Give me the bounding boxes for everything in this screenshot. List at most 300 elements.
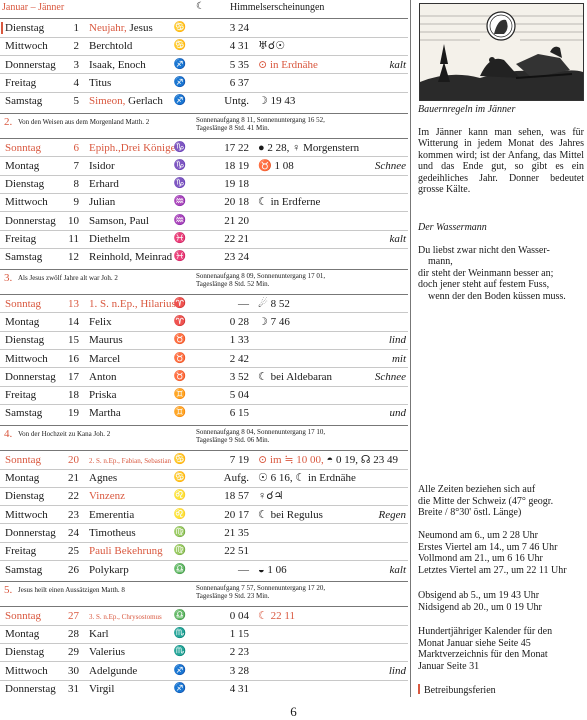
- name-text: Reinhold, Meinrad: [89, 251, 173, 264]
- event-text: ♉ 1 08: [258, 159, 294, 172]
- day-number: 17: [68, 370, 79, 383]
- saint-name: [89, 469, 117, 487]
- event-text: ☽ 7 46: [258, 315, 290, 328]
- zodiac-sign-icon: ♑: [173, 141, 187, 153]
- zodiac-sign-icon: ♈: [173, 297, 187, 309]
- weekday: Donnerstag: [5, 58, 56, 71]
- zodiac-sign-icon: ♋: [173, 22, 187, 33]
- zodiac-sign-icon: ♉: [173, 352, 187, 364]
- moon-phases: [418, 530, 584, 576]
- weekday: Mittwoch: [5, 40, 48, 53]
- weekday: Donnerstag: [5, 526, 56, 539]
- saint-name: [89, 524, 136, 542]
- day-row: [0, 74, 410, 92]
- moon-time: 21 20: [224, 214, 249, 227]
- zodiac-section: [418, 222, 584, 302]
- reference-line: Marktverzeichnis für den Monat: [418, 649, 548, 660]
- weekday: Sonntag: [5, 141, 42, 154]
- day-row: [0, 386, 410, 404]
- references: [418, 626, 584, 672]
- name-text: Isidor: [89, 159, 115, 172]
- legend: [418, 684, 584, 697]
- sunrise-info: [196, 584, 325, 600]
- zodiac-sign-icon: ♏: [173, 628, 187, 640]
- name-text: Samson, Paul: [89, 214, 149, 227]
- moon-time: 6 15: [229, 407, 249, 420]
- zodiac-sign-icon: ♐: [173, 683, 187, 694]
- sunrise-line: Sonnenaufgang 8 04, Sonnenuntergang 17 10,: [196, 427, 326, 436]
- saint-name: [89, 662, 137, 680]
- weekday: Freitag: [5, 76, 37, 89]
- week-number: 3.: [4, 271, 13, 284]
- saint-name: [89, 625, 109, 643]
- weekday: Mittwoch: [5, 352, 48, 365]
- celestial-event: [258, 56, 318, 74]
- event-text: ♅☌☉: [258, 40, 286, 53]
- gospel-text: Als Jesus zwölf Jahre alt war Joh. 2: [18, 273, 118, 282]
- day-number: 10: [68, 214, 79, 227]
- event-text: ☾ bei Regulus: [258, 508, 323, 521]
- celestial-event: [258, 139, 359, 157]
- event-highlight: ☾ 22 11: [258, 609, 295, 622]
- celestial-event: [258, 313, 290, 331]
- saint-name: [89, 368, 117, 386]
- moon-time: 23 24: [224, 251, 249, 264]
- weekday: Mittwoch: [5, 196, 48, 209]
- saint-name: [89, 487, 125, 505]
- reference-line: Januar Seite 31: [418, 660, 480, 672]
- feast-name: Pauli Bekehrung: [89, 545, 163, 558]
- day-row: [0, 451, 410, 469]
- week-number: 4.: [4, 427, 13, 440]
- moon-phase-line: Vollmond am 21., um 6 16 Uhr: [418, 553, 543, 564]
- name-text: Julian: [89, 196, 116, 209]
- sunrise-line: Tageslänge 8 Std. 52 Min.: [196, 279, 270, 288]
- saint-name: [89, 451, 171, 470]
- saint-name: [89, 404, 121, 422]
- node-line: Nidsigend ab 20., um 0 19 Uhr: [418, 601, 542, 613]
- weather-word: kalt: [389, 563, 406, 576]
- zodiac-sign-icon: ♓: [173, 233, 187, 244]
- name-text: Jesus: [126, 22, 153, 34]
- day-row: [0, 139, 410, 157]
- day-row: [0, 157, 410, 175]
- saint-name: [89, 19, 153, 37]
- moon-phase-line: Letztes Viertel am 27., um 22 11 Uhr: [418, 564, 567, 576]
- celestial-event: [258, 157, 294, 175]
- day-row: [0, 506, 410, 524]
- weekday: Freitag: [5, 233, 37, 245]
- celestial-event: [258, 451, 398, 469]
- weekday: Freitag: [5, 389, 37, 402]
- day-number: 24: [68, 526, 79, 539]
- day-row: [0, 248, 410, 266]
- moon-phase-line: Erstes Viertel am 14., um 7 46 Uhr: [418, 541, 558, 553]
- moon-time: 1 33: [229, 334, 249, 347]
- weekday: Samstag: [5, 407, 43, 420]
- weekday: Dienstag: [5, 646, 45, 659]
- moon-time: Aufg.: [223, 472, 249, 484]
- moon-time: 20 18: [224, 196, 249, 209]
- day-number: 30: [68, 664, 79, 677]
- name-text: Polykarp: [89, 563, 129, 576]
- moon-time: Untg.: [224, 95, 249, 108]
- celestial-event: [258, 368, 332, 386]
- day-row: [0, 680, 410, 698]
- day-number: 16: [68, 352, 79, 365]
- saint-name: [89, 37, 132, 55]
- day-number: 4: [73, 76, 79, 89]
- saint-name: [89, 139, 175, 157]
- sunrise-line: Tageslänge 9 Std. 23 Min.: [196, 591, 270, 600]
- moon-time: —: [238, 563, 249, 576]
- name-text: Isaak, Enoch: [89, 58, 146, 71]
- legend-text: Betreibungsferien: [424, 685, 496, 696]
- moon-time: 19 18: [224, 178, 249, 191]
- day-number: 7: [73, 159, 79, 172]
- day-row: [0, 662, 410, 680]
- zodiac-sign-icon: ♑: [173, 178, 187, 190]
- moon-time: 4 31: [229, 683, 249, 695]
- celestial-event: [258, 487, 284, 505]
- day-number: 13: [68, 297, 79, 310]
- gospel-text: Von der Hochzeit zu Kana Joh. 2: [18, 429, 111, 438]
- saint-name: [89, 74, 111, 92]
- day-number: 5: [73, 95, 79, 108]
- zodiac-sign-icon: ♎: [173, 609, 187, 621]
- name-text: Timotheus: [89, 526, 136, 539]
- saint-name: [89, 230, 130, 248]
- event-text: ● 2 28, ♀ Morgenstern: [258, 141, 360, 154]
- day-row: [0, 331, 410, 349]
- day-row: [0, 350, 410, 368]
- weather-word: Regen: [378, 508, 406, 521]
- saint-name: [89, 542, 163, 560]
- moon-time: —: [238, 297, 249, 310]
- name-text: Berchtold: [89, 40, 133, 53]
- day-number: 15: [68, 334, 79, 347]
- event-text: ☾ bei Aldebaran: [258, 370, 333, 383]
- sunrise-info: [196, 272, 325, 288]
- celestial-event: [258, 92, 295, 110]
- saint-name: [89, 680, 114, 698]
- zodiac-sign-icon: ♍: [173, 545, 187, 557]
- day-row: [0, 643, 410, 661]
- saint-name: [89, 386, 117, 404]
- moon-time: 3 24: [229, 22, 249, 34]
- moon-time: 3 52: [229, 370, 249, 383]
- day-row: [0, 404, 410, 422]
- moon-time: 5 04: [229, 389, 249, 402]
- name-text: Emerentia: [89, 508, 135, 521]
- moon-time: 4 31: [229, 40, 249, 53]
- day-row: [0, 56, 410, 74]
- weekday: Samstag: [5, 251, 43, 264]
- reference-line: Monat Januar siehe Seite 45: [418, 637, 531, 649]
- weekday: Donnerstag: [5, 683, 56, 695]
- name-text: Fabian, Sebastian: [119, 456, 172, 465]
- day-row: [0, 561, 410, 579]
- moon-time: 3 28: [229, 664, 249, 677]
- node-line: Obsigend ab 5., um 19 43 Uhr: [418, 590, 540, 601]
- zodiac-sign-icon: ♍: [173, 526, 187, 538]
- moon-time: 22 21: [224, 233, 249, 245]
- saint-name: [89, 212, 149, 230]
- feast-name: Neujahr,: [89, 22, 127, 34]
- moon-time: 22 51: [224, 545, 249, 558]
- moon-time: 2 42: [229, 352, 249, 365]
- zodiac-sign-icon: ♎: [173, 563, 187, 575]
- weather-word: kalt: [389, 233, 406, 245]
- name-text: Anton: [89, 370, 117, 383]
- moon-time: 0 04: [229, 609, 249, 622]
- event-text: ☽ 19 43: [258, 95, 296, 108]
- moon-nodes: [418, 590, 584, 613]
- weekday: Dienstag: [5, 334, 45, 347]
- farmer-rules-text: Im Jänner kann man sehen, was für Witterung in jedem Monat des Jahres kommen wird; ist der Anfang, das Mittel und das Ende gut, so gibt es ein gedeihliches Jahr. Donner bedeutet grosse Kälte.: [418, 126, 584, 195]
- zodiac-sign-icon: ♋: [173, 40, 187, 52]
- weather-word: kalt: [389, 58, 406, 71]
- day-number: 21: [68, 472, 79, 484]
- name-text: Gerlach: [125, 95, 163, 108]
- feast-name: 1. S. n.Ep.,: [89, 297, 138, 310]
- name-text: Felix: [89, 315, 112, 328]
- sunrise-line: Tageslänge 9 Std. 06 Min.: [196, 435, 270, 444]
- day-number: 20: [68, 453, 79, 466]
- saint-name: [89, 175, 119, 193]
- zodiac-sign-icon: ♈: [173, 315, 187, 327]
- weekday: Montag: [5, 315, 40, 328]
- moon-time: 7 19: [229, 453, 249, 466]
- day-number: 2: [73, 40, 79, 53]
- sunrise-info: [196, 428, 325, 444]
- name-text: Maurus: [89, 334, 123, 347]
- poem-line: mann,: [428, 256, 453, 267]
- day-number: 11: [68, 233, 79, 245]
- event-text: ☄ 8 52: [258, 297, 290, 310]
- saint-name: [89, 56, 146, 74]
- weather-word: Schnee: [374, 159, 406, 172]
- weekday: Freitag: [5, 545, 37, 558]
- name-text: Valerius: [89, 646, 126, 659]
- gospel-text: Von den Weisen aus dem Morgenland Matth. 2: [18, 117, 150, 126]
- weekday: Sonntag: [5, 297, 42, 310]
- event-text: ♀☌♃: [258, 490, 284, 503]
- weekday: Donnerstag: [5, 370, 56, 383]
- week-header: [0, 425, 410, 451]
- day-number: 28: [68, 628, 79, 641]
- day-number: 23: [68, 508, 79, 521]
- zodiac-sign-icon: ♑: [173, 159, 187, 171]
- day-number: 29: [68, 646, 79, 659]
- event-text: ☾ in Erdferne: [258, 196, 321, 209]
- day-number: 14: [68, 315, 79, 328]
- name-text: Diethelm: [89, 233, 130, 245]
- zodiac-sign-icon: ♊: [173, 407, 187, 419]
- sunrise-line: Tageslänge 8 Std. 41 Min.: [196, 123, 270, 132]
- day-number: 19: [68, 407, 79, 420]
- zodiac-sign-icon: ♋: [173, 453, 187, 465]
- day-row: [0, 487, 410, 505]
- zodiac-sign-icon: ♋: [173, 472, 187, 483]
- moon-phase-line: Neumond am 6., um 2 28 Uhr: [418, 530, 538, 541]
- day-row: [0, 469, 410, 487]
- moon-time: 6 37: [229, 76, 249, 89]
- zodiac-sign-icon: ♐: [173, 664, 187, 676]
- times-note: [418, 484, 584, 519]
- farmer-rules-title: Bauernregeln im Jänner: [418, 104, 516, 115]
- name-text: Martha: [89, 407, 121, 420]
- zodiac-title: Der Wassermann: [418, 222, 487, 233]
- weekday: Mittwoch: [5, 664, 48, 677]
- day-row: [0, 313, 410, 331]
- sunrise-line: Sonnenaufgang 7 57, Sonnenuntergang 17 20,: [196, 583, 326, 592]
- saint-name: [89, 92, 163, 110]
- saint-name: [89, 643, 125, 661]
- week-header: [0, 113, 410, 139]
- farmer-rules-section: [418, 104, 584, 196]
- saint-name: [89, 313, 112, 331]
- day-row: [0, 295, 410, 313]
- sunrise-info: [196, 116, 325, 132]
- name-text: Virgil: [89, 683, 115, 695]
- week-number: 2.: [4, 115, 13, 128]
- name-text: Agnes: [89, 472, 118, 484]
- calendar-header: [0, 0, 410, 17]
- name-text: Karl: [89, 628, 109, 641]
- zodiac-sign-icon: ♌: [173, 508, 187, 520]
- phenomena-heading: Himmelserscheinungen: [230, 2, 325, 13]
- zodiac-poem: [418, 245, 584, 303]
- moon-time: 18 19: [224, 159, 249, 172]
- day-number: 9: [73, 196, 79, 209]
- moon-time: 0 28: [229, 315, 249, 328]
- day-row: [0, 230, 410, 248]
- day-row: [0, 524, 410, 542]
- event-text: ☉ 6 16, ☾ in Erdnähe: [258, 472, 356, 484]
- weekday: Samstag: [5, 95, 43, 108]
- saint-name: [89, 561, 129, 579]
- name-text: Erhard: [89, 178, 119, 191]
- day-number: 25: [68, 545, 79, 558]
- saint-name: [89, 295, 176, 313]
- event-highlight: ⊙ im ≒ 10 00,: [258, 453, 324, 466]
- zodiac-sign-icon: ♐: [173, 58, 187, 70]
- weekday: Mittwoch: [5, 508, 48, 521]
- celestial-event: [258, 506, 323, 524]
- page-number: 6: [290, 704, 297, 719]
- weekday: Montag: [5, 472, 40, 484]
- day-row: [0, 175, 410, 193]
- column-divider: [410, 0, 411, 697]
- day-number: 12: [68, 251, 79, 264]
- name-text: Adelgunde: [89, 664, 138, 677]
- day-row: [0, 19, 410, 37]
- gospel-text: Jesus heilt einen Aussätzigen Matth. 8: [18, 585, 125, 594]
- day-number: 26: [68, 563, 79, 576]
- day-row: [0, 542, 410, 560]
- feast-name: Simeon,: [89, 95, 126, 108]
- day-row: [0, 212, 410, 230]
- day-number: 27: [68, 609, 79, 622]
- celestial-event: [258, 469, 356, 487]
- weekday: Samstag: [5, 563, 43, 576]
- moon-time: 5 35: [229, 58, 249, 71]
- day-row: [0, 607, 410, 625]
- weather-word: mit: [391, 352, 406, 365]
- weather-word: lind: [388, 334, 406, 347]
- celestial-event: [258, 37, 285, 55]
- weather-word: lind: [388, 664, 406, 677]
- saint-name: [89, 248, 172, 266]
- feast-name: Vinzenz: [89, 490, 125, 503]
- celestial-event: [258, 295, 290, 313]
- zodiac-sign-icon: ♏: [173, 646, 187, 658]
- name-text: Titus: [89, 76, 112, 89]
- weather-word: Schnee: [374, 370, 406, 383]
- week-header: [0, 269, 410, 295]
- saint-name: [89, 331, 123, 349]
- feast-name: Epiph.,Drei Könige: [89, 141, 176, 154]
- note-line: Alle Zeiten beziehen sich auf: [418, 484, 536, 495]
- saint-name: [89, 350, 120, 368]
- holiday-bar: [1, 22, 3, 34]
- poem-line: wenn der den Boden küssen muss.: [428, 290, 566, 302]
- reference-line: Hundertjähriger Kalender für den: [418, 626, 553, 637]
- zodiac-sign-icon: ♉: [173, 370, 187, 382]
- day-row: [0, 193, 410, 211]
- day-number: 22: [68, 490, 79, 503]
- sunrise-line: Sonnenaufgang 8 09, Sonnenuntergang 17 01,: [196, 271, 326, 280]
- zodiac-sign-icon: ♒: [173, 196, 187, 208]
- zodiac-sign-icon: ♐: [173, 76, 187, 88]
- weekday: Dienstag: [5, 490, 45, 503]
- day-number: 31: [68, 683, 79, 695]
- zodiac-sign-icon: ♉: [173, 334, 187, 346]
- week-number: 5.: [4, 583, 13, 596]
- weekday: Sonntag: [5, 453, 42, 466]
- zodiac-sign-icon: ♊: [173, 389, 187, 401]
- week-header: [0, 581, 410, 607]
- sunrise-line: Sonnenaufgang 8 11, Sonnenuntergang 16 52,: [196, 115, 325, 124]
- poem-line: doch jener steht auf festem Fuss,: [418, 279, 550, 290]
- celestial-event: [258, 607, 295, 625]
- celestial-event: [258, 561, 287, 579]
- moon-time: 1 15: [229, 628, 249, 641]
- feast-name: 2. S. n.Ep.,: [89, 456, 120, 465]
- weekday: Dienstag: [5, 178, 45, 191]
- day-row: [0, 368, 410, 386]
- weather-word: und: [389, 407, 406, 420]
- day-row: [0, 37, 410, 55]
- event-text: ◓ 0 19, ☊ 23 49: [323, 453, 398, 466]
- moon-column-icon: ☾: [196, 1, 205, 12]
- weekday: Dienstag: [5, 22, 45, 34]
- zodiac-sign-icon: ♌: [173, 490, 187, 502]
- saint-name: [89, 157, 115, 175]
- saint-name: [89, 506, 134, 524]
- event-highlight: ⊙ in Erdnähe: [258, 58, 318, 71]
- day-number: 3: [73, 58, 79, 71]
- poem-line: dir steht der Weinmann besser an;: [418, 267, 554, 279]
- month-title: Januar – Jänner: [2, 2, 65, 13]
- zodiac-sign-icon: ♒: [173, 214, 187, 226]
- name-text: Hilarius: [137, 297, 176, 310]
- saint-name: [89, 193, 115, 211]
- day-row: [0, 625, 410, 643]
- zodiac-sign-icon: ♐: [173, 95, 187, 107]
- moon-time: 2 23: [229, 646, 249, 659]
